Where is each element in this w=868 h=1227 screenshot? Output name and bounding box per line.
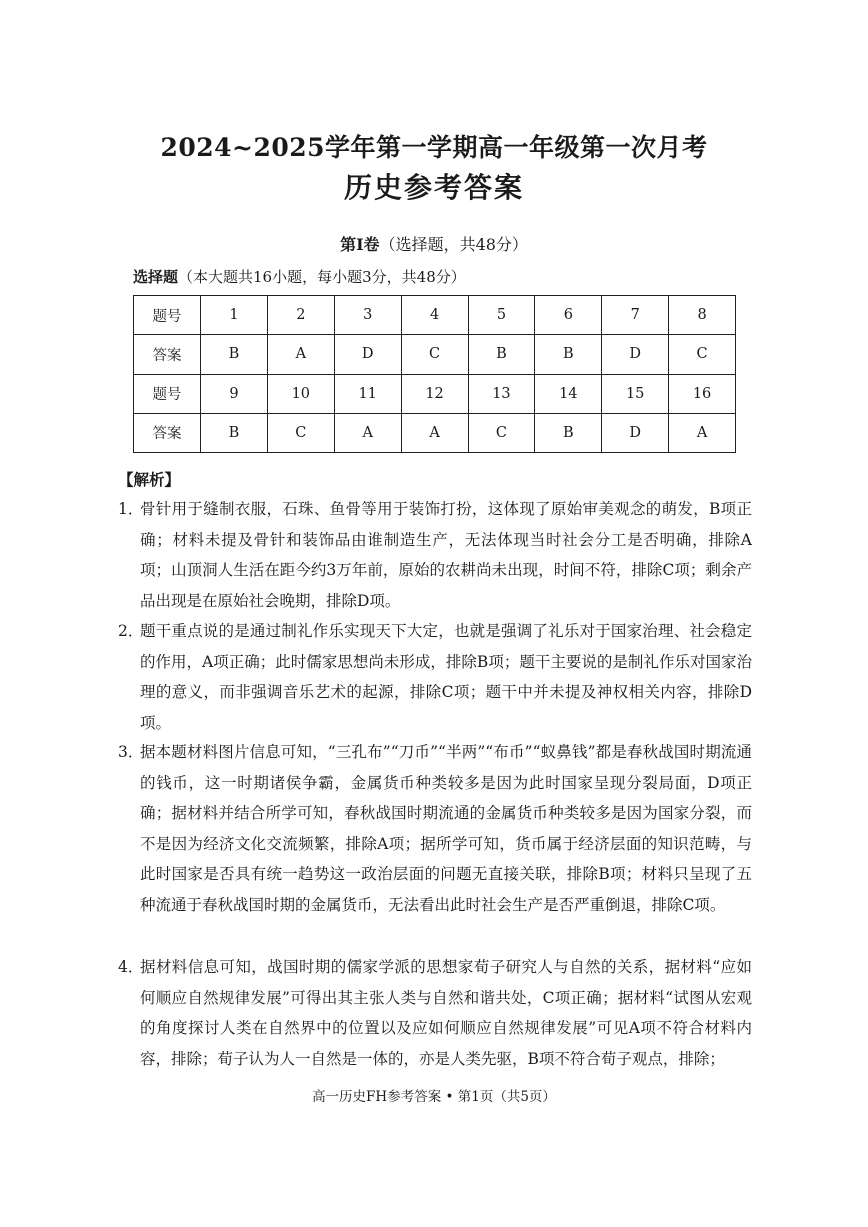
row-label-number: 题号 [134, 296, 201, 335]
question-number-cell: 1 [201, 296, 268, 335]
analysis-item-number: 2． [118, 622, 144, 640]
answer-cell: A [401, 413, 468, 452]
table-row-numbers-2 [134, 374, 736, 413]
answer-cell: C [669, 335, 736, 374]
row-label-number: 题号 [134, 374, 201, 413]
section-intro-type: 选择题 [133, 268, 179, 286]
analysis-item-number: 4． [118, 958, 144, 976]
analysis-item-number: 3． [118, 743, 144, 761]
answer-cell: B [535, 413, 602, 452]
answer-cell: C [401, 335, 468, 374]
question-number-cell: 13 [468, 374, 535, 413]
answer-cell: D [602, 413, 669, 452]
question-number-cell: 10 [267, 374, 334, 413]
page-footer: 高一历史FH参考答案 • 第1页（共5页） [312, 1089, 556, 1105]
table-row-answers-1 [134, 335, 736, 374]
question-number-cell: 16 [669, 374, 736, 413]
question-number-cell: 4 [401, 296, 468, 335]
answer-cell: C [468, 413, 535, 452]
analysis-item-4 [118, 952, 752, 1074]
answer-cell: B [535, 335, 602, 374]
analysis-item-2 [118, 616, 752, 738]
table-row-answers-2 [134, 413, 736, 452]
question-number-cell: 9 [201, 374, 268, 413]
answer-cell: D [334, 335, 401, 374]
analysis-label: 【解析】 [118, 470, 181, 489]
row-label-answer: 答案 [134, 413, 201, 452]
question-number-cell: 14 [535, 374, 602, 413]
analysis-item-text: 骨针用于缝制衣服，石珠、鱼骨等用于装饰打扮，这体现了原始审美观念的萌发，B项正确；材料未提及骨针和装饰品由谁制造生产，无法体现当时社会分工是否明确，排除A项；山顶洞人生活在距今约3万年前，原始的农耕尚未出现，时间不符，排除C项；剩余产品出现是在原始社会晚期，排除D项。 [140, 500, 752, 610]
answer-cell: A [669, 413, 736, 452]
answer-cell: B [201, 413, 268, 452]
row-label-answer: 答案 [134, 335, 201, 374]
question-number-cell: 11 [334, 374, 401, 413]
question-number-cell: 8 [669, 296, 736, 335]
analysis-item-3 [118, 737, 752, 920]
question-number-cell: 5 [468, 296, 535, 335]
analysis-item-number: 1． [118, 500, 144, 518]
section-heading-detail: （选择题，共48分） [379, 235, 528, 254]
question-number-cell: 6 [535, 296, 602, 335]
section-heading-volume: 第Ⅰ卷 [340, 235, 380, 254]
analysis-item-text: 据本题材料图片信息可知，“三孔布”“刀币”“半两”“布币”“蚁鼻钱”都是春秋战国时期流通的钱币，这一时期诸侯争霸，金属货币种类较多是因为此时国家呈现分裂局面，D项正确；据材料并结合所学可知，春秋战国时期流通的金属货币种类较多是因为国家分裂，而不是因为经济文化交流频繁，排除A项；据所学可知，货币属于经济层面的知识范畴，与此时国家是否具有统一趋势这一政治层面的问题无直接关联，排除B项；材料只呈现了五种流通于春秋战国时期的金属货币，无法看出此时社会生产是否严重倒退，排除C项。 [140, 743, 752, 914]
answer-cell: A [267, 335, 334, 374]
answer-cell: C [267, 413, 334, 452]
answer-cell: D [602, 335, 669, 374]
answer-cell: A [334, 413, 401, 452]
question-number-cell: 12 [401, 374, 468, 413]
question-number-cell: 7 [602, 296, 669, 335]
section-intro [133, 266, 466, 287]
table-row-numbers-1 [134, 296, 736, 335]
question-number-cell: 15 [602, 374, 669, 413]
document-subtitle: 历史参考答案 [343, 171, 524, 204]
section-heading [0, 232, 868, 255]
analysis-item-text: 题干重点说的是通过制礼作乐实现天下大定，也就是强调了礼乐对于国家治理、社会稳定的作用，A项正确；此时儒家思想尚未形成，排除B项；题干主要说的是制礼作乐对国家治理的意义，而非强调音乐艺术的起源，排除C项；题干中并未提及神权相关内容，排除D项。 [140, 622, 752, 732]
exam-title: 2024~2025学年第一学期高一年级第一次月考 [160, 133, 708, 162]
question-number-cell: 3 [334, 296, 401, 335]
analysis-item-text: 据材料信息可知，战国时期的儒家学派的思想家荀子研究人与自然的关系，据材料“应如何顺应自然规律发展”可得出其主张人类与自然和谐共处，C项正确；据材料“试图从宏观的角度探讨人类在自然界中的位置以及应如何顺应自然规律发展”可见A项不符合材料内容，排除；荀子认为人一自然是一体的，亦是人类先驱，B项不符合荀子观点，排除； [140, 958, 752, 1068]
answer-table [133, 295, 736, 453]
answer-cell: B [201, 335, 268, 374]
section-intro-detail: （本大题共16小题，每小题3分，共48分） [178, 268, 466, 286]
question-number-cell: 2 [267, 296, 334, 335]
analysis-item-1 [118, 494, 752, 616]
answer-cell: B [468, 335, 535, 374]
